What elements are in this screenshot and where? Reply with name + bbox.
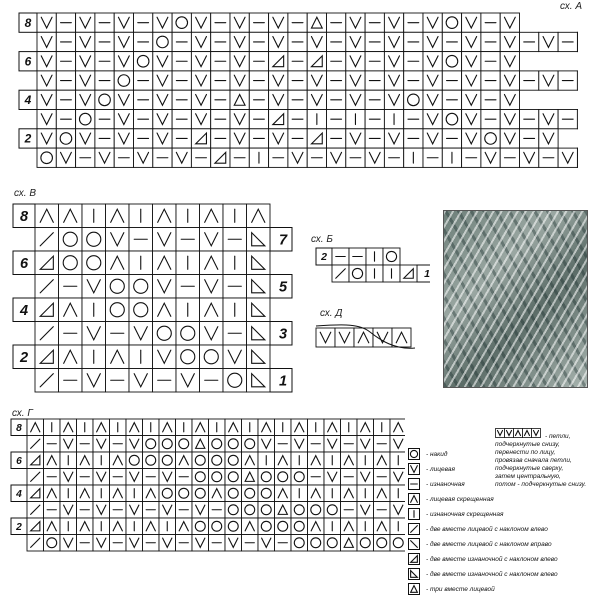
chart-row — [13, 251, 270, 275]
row-number: 4 — [24, 93, 32, 108]
chart-cell — [307, 13, 326, 32]
chart-cell — [316, 328, 335, 347]
row-number: 2 — [321, 251, 327, 264]
chart-cell — [269, 13, 288, 32]
chart-cell — [230, 129, 249, 148]
chart-cell — [59, 298, 83, 322]
chart-cell — [247, 204, 271, 228]
chart-cell — [500, 110, 519, 129]
chart-cell — [106, 275, 130, 299]
row-number: 8 — [19, 208, 29, 225]
chart-cell — [153, 110, 172, 129]
chart-cell — [176, 345, 200, 369]
legend-text: - изнаночная — [426, 480, 465, 488]
chart-cell — [275, 518, 292, 535]
chart-cell — [269, 71, 288, 90]
chart-cell — [423, 52, 442, 71]
legend-item — [408, 493, 494, 505]
chart-cell — [500, 52, 519, 71]
legend-note-line: подчеркнутые снизу, — [495, 441, 560, 448]
chart-cell — [346, 32, 365, 51]
chart-cell — [230, 110, 249, 129]
row-number: 4 — [16, 488, 22, 500]
chart-cell — [392, 328, 411, 347]
chart-cell — [106, 298, 130, 322]
chart-cell — [59, 228, 83, 252]
chart-cell — [153, 13, 172, 32]
chart-cell — [481, 129, 500, 148]
legend-text: - две вместе лицевой с наклоном влево — [426, 525, 548, 533]
chart-cell — [307, 90, 326, 109]
row-number: 6 — [16, 455, 22, 467]
chart-cell — [291, 469, 308, 486]
chart-row — [37, 32, 578, 51]
chart-cell — [324, 535, 341, 552]
chart-cell — [384, 71, 403, 90]
chart-cell — [307, 32, 326, 51]
chart-cell — [308, 502, 325, 519]
legend-text: - две вместе изнаночной с наклоном влево — [426, 555, 558, 563]
row-number: 2 — [24, 131, 32, 146]
legend-item — [408, 448, 447, 460]
chart-cell — [200, 275, 224, 299]
chart-d-label: сх. Д — [320, 308, 343, 319]
chart-cell — [383, 248, 400, 265]
chart-cell — [346, 71, 365, 90]
legend-item — [408, 523, 548, 535]
chart-a-grid — [18, 12, 578, 182]
chart-cell — [82, 228, 106, 252]
chart-cell — [76, 52, 95, 71]
chart-cell — [242, 485, 259, 502]
chart-cell — [500, 13, 519, 32]
chart-cell — [153, 204, 177, 228]
chart-cell — [225, 436, 242, 453]
chart-cell — [153, 345, 177, 369]
chart-cell — [82, 369, 106, 393]
p2tog-right-icon — [408, 568, 420, 580]
chart-cell — [129, 275, 153, 299]
row-number: 6 — [19, 255, 29, 272]
chart-cell — [307, 71, 326, 90]
row-number: 6 — [24, 54, 32, 69]
legend-text: - три вместе лицевой — [426, 585, 495, 593]
chart-cell — [76, 71, 95, 90]
chart-cell — [374, 535, 391, 552]
chart-cell — [56, 129, 75, 148]
chart-cell — [242, 502, 259, 519]
chart-cell — [357, 535, 374, 552]
chart-row — [19, 129, 558, 148]
chart-cell — [346, 90, 365, 109]
legend-note — [495, 425, 604, 489]
chart-cell — [191, 32, 210, 51]
legend-note-line: затем центральную, — [495, 473, 561, 480]
chart-cell — [59, 345, 83, 369]
chart-cell — [76, 13, 95, 32]
legend-note-line: провязав сначала петли, — [495, 457, 572, 464]
chart-cell — [134, 52, 153, 71]
chart-cell — [153, 52, 172, 71]
chart-cell — [225, 518, 242, 535]
chart-cell — [291, 502, 308, 519]
knitted-sample-photo — [443, 210, 588, 388]
chart-cell — [269, 90, 288, 109]
chart-cell — [114, 13, 133, 32]
chart-cell — [143, 452, 160, 469]
chart-cell — [384, 90, 403, 109]
chart-cell — [500, 90, 519, 109]
chart-cell — [384, 129, 403, 148]
chart-cell — [37, 110, 56, 129]
legend-note-line: перенести по лицу, — [495, 449, 556, 456]
legend-item — [408, 463, 455, 475]
chart-cell — [384, 52, 403, 71]
chart-cell — [384, 13, 403, 32]
chart-cell — [37, 90, 56, 109]
chart-cell — [153, 322, 177, 346]
chart-cell — [390, 452, 405, 469]
chart-row — [13, 345, 270, 369]
chart-cell — [225, 502, 242, 519]
chart-row — [37, 71, 578, 90]
chart-row — [19, 52, 520, 71]
p2tog-left-icon — [408, 553, 420, 565]
chart-cell — [291, 518, 308, 535]
legend-text: - накид — [426, 450, 448, 458]
chart-cell — [462, 52, 481, 71]
chart-row — [13, 298, 270, 322]
chart-cell — [200, 204, 224, 228]
chart-cell — [35, 204, 59, 228]
chart-cell — [129, 322, 153, 346]
chart-cell — [423, 90, 442, 109]
chart-cell — [191, 13, 210, 32]
chart-b-label: сх. Б — [311, 234, 333, 245]
chart-row — [35, 322, 292, 346]
chart-cell — [258, 502, 275, 519]
chart-cell — [37, 148, 56, 167]
chart-cell — [423, 110, 442, 129]
row-number: 2 — [19, 349, 29, 366]
chart-cell — [153, 275, 177, 299]
chart-a-label: сх. А — [560, 1, 583, 12]
row-number: 4 — [19, 302, 29, 319]
chart-cell — [423, 32, 442, 51]
chart-cell — [172, 13, 191, 32]
legend-note-line: потом - подчеркнутые снизу. — [495, 481, 587, 488]
chart-cell — [134, 148, 153, 167]
chart-row — [27, 469, 405, 486]
chart-cell — [200, 298, 224, 322]
chart-cell — [191, 90, 210, 109]
chart-cell — [114, 71, 133, 90]
chart-cell — [462, 13, 481, 32]
chart-cell — [423, 129, 442, 148]
chart-cell — [223, 345, 247, 369]
chart-cell — [44, 535, 61, 552]
chart-cell — [114, 52, 133, 71]
chart-cell — [114, 32, 133, 51]
chart-cell — [230, 32, 249, 51]
chart-cell — [209, 452, 226, 469]
chart-cell — [423, 13, 442, 32]
chart-row — [27, 436, 405, 453]
chart-cell — [346, 13, 365, 32]
row-number: 8 — [16, 422, 22, 434]
chart-cell — [230, 90, 249, 109]
chart-cell — [176, 322, 200, 346]
chart-cell — [176, 485, 193, 502]
chart-cell — [106, 204, 130, 228]
legend — [405, 420, 604, 593]
chart-cell — [269, 129, 288, 148]
chart-cell — [126, 452, 143, 469]
yarn-over-icon — [408, 448, 420, 460]
chart-cell — [129, 298, 153, 322]
chart-cell — [462, 110, 481, 129]
chart-cell — [365, 148, 384, 167]
chart-cell — [172, 148, 191, 167]
chart-g-label: сх. Г — [12, 408, 33, 419]
chart-cell — [258, 485, 275, 502]
chart-cell — [176, 436, 193, 453]
chart-cell — [192, 452, 209, 469]
chart-cell — [159, 436, 176, 453]
legend-text: - изнаночная скрещенная — [426, 510, 504, 518]
chart-cell — [192, 485, 209, 502]
legend-item — [408, 478, 465, 490]
chart-cell — [153, 298, 177, 322]
chart-cell — [106, 228, 130, 252]
chart-cell — [82, 251, 106, 275]
chart-cell — [258, 518, 275, 535]
chart-cell — [269, 32, 288, 51]
chart-cell — [390, 518, 405, 535]
chart-row — [11, 419, 405, 436]
chart-row — [35, 228, 292, 252]
chart-cell — [346, 129, 365, 148]
chart-cell — [442, 52, 461, 71]
chart-cell — [324, 502, 341, 519]
legend-text: - две вместе изнаночной с наклоном влево — [426, 570, 558, 578]
chart-cell — [308, 535, 325, 552]
legend-item — [408, 538, 552, 550]
chart-cell — [153, 90, 172, 109]
chart-cell — [153, 71, 172, 90]
chart-row — [316, 248, 400, 265]
chart-cell — [191, 71, 210, 90]
legend-note-text — [495, 433, 604, 489]
chart-cell — [258, 469, 275, 486]
legend-item — [408, 508, 503, 520]
row-number: 5 — [278, 279, 288, 296]
purl-stitch-icon — [408, 478, 420, 490]
chart-cell — [59, 251, 83, 275]
chart-row — [37, 148, 578, 167]
chart-cell — [423, 71, 442, 90]
row-number: 1 — [424, 268, 430, 281]
knit-stitch-icon — [408, 463, 420, 475]
chart-cell — [209, 518, 226, 535]
chart-cell — [462, 71, 481, 90]
row-number: 1 — [278, 373, 288, 390]
chart-cell — [390, 502, 405, 519]
chart-cell — [230, 71, 249, 90]
chart-row — [332, 265, 430, 282]
legend-text: - лицевая — [426, 465, 455, 473]
chart-cell — [230, 13, 249, 32]
chart-cell — [520, 148, 539, 167]
chart-cell — [462, 32, 481, 51]
chart-cell — [200, 322, 224, 346]
chart-cell — [106, 251, 130, 275]
chart-cell — [462, 129, 481, 148]
chart-cell — [209, 469, 226, 486]
chart-row — [35, 369, 292, 393]
chart-cell — [82, 322, 106, 346]
legend-note-cells — [495, 428, 545, 438]
chart-cell — [106, 345, 130, 369]
chart-cell — [200, 345, 224, 369]
chart-cell — [114, 110, 133, 129]
chart-cell — [159, 452, 176, 469]
chart-cell — [37, 13, 56, 32]
chart-cell — [192, 518, 209, 535]
chart-cell — [200, 228, 224, 252]
chart-cell — [384, 32, 403, 51]
row-number: 8 — [24, 15, 32, 30]
chart-cell — [153, 32, 172, 51]
chart-cell — [442, 110, 461, 129]
chart-cell — [225, 485, 242, 502]
chart-d-grid — [315, 320, 435, 350]
chart-v-label: сх. В — [14, 188, 37, 199]
chart-cell — [192, 469, 209, 486]
legend-text: - две вместе лицевой с наклоном вправо — [426, 540, 552, 548]
chart-cell — [191, 52, 210, 71]
chart-cell — [481, 148, 500, 167]
chart-cell — [129, 369, 153, 393]
chart-cell — [37, 32, 56, 51]
legend-text: - лицевая скрещенная — [426, 495, 494, 503]
chart-cell — [56, 148, 75, 167]
chart-cell — [462, 90, 481, 109]
chart-cell — [442, 13, 461, 32]
legend-note-line: подчеркнутые сверху, — [495, 465, 564, 472]
chart-cell — [95, 148, 114, 167]
chart-cell — [500, 129, 519, 148]
chart-cell — [577, 110, 578, 129]
chart-row — [11, 518, 405, 535]
legend-item — [408, 553, 558, 565]
chart-v-grid — [12, 203, 302, 399]
chart-g-grid — [10, 418, 405, 583]
chart-cell — [209, 436, 226, 453]
chart-cell — [390, 419, 405, 436]
chart-cell — [59, 204, 83, 228]
chart-row — [11, 452, 405, 469]
chart-cell — [82, 275, 106, 299]
chart-b-grid — [315, 247, 430, 287]
chart-cell — [225, 469, 242, 486]
chart-cell — [95, 90, 114, 109]
chart-cell — [153, 251, 177, 275]
chart-cell — [159, 485, 176, 502]
chart-cell — [335, 328, 354, 347]
chart-cell — [76, 90, 95, 109]
chart-cell — [539, 32, 558, 51]
chart-cell — [558, 148, 577, 167]
chart-cell — [354, 328, 373, 347]
chart-cell — [500, 32, 519, 51]
chart-cell — [153, 228, 177, 252]
chart-cell — [223, 369, 247, 393]
legend-note-line: - петли, — [545, 433, 571, 440]
row-number: 7 — [278, 232, 288, 249]
chart-cell — [200, 251, 224, 275]
chart-cell — [327, 148, 346, 167]
chart-cell — [500, 71, 519, 90]
chart-cell — [114, 90, 133, 109]
chart-cell — [390, 469, 405, 486]
chart-cell — [242, 436, 259, 453]
chart-cell — [539, 110, 558, 129]
chart-cell — [76, 110, 95, 129]
chart-cell — [577, 71, 578, 90]
twisted-purl-icon — [408, 508, 420, 520]
chart-cell — [153, 129, 172, 148]
legend-item — [408, 568, 558, 580]
k2tog-right-icon — [408, 538, 420, 550]
chart-cell — [191, 110, 210, 129]
chart-cell — [539, 71, 558, 90]
chart-cell — [176, 369, 200, 393]
chart-cell — [539, 129, 558, 148]
twisted-knit-icon — [408, 493, 420, 505]
chart-row — [27, 502, 405, 519]
k2tog-left-icon — [408, 523, 420, 535]
chart-cell — [143, 436, 160, 453]
chart-cell — [37, 71, 56, 90]
row-number: 3 — [278, 326, 288, 343]
chart-row — [27, 535, 405, 552]
chart-row — [35, 275, 292, 299]
chart-cell — [37, 52, 56, 71]
chart-cell — [114, 129, 133, 148]
chart-cell — [76, 129, 95, 148]
chart-row — [13, 204, 270, 228]
row-number: 2 — [16, 521, 22, 533]
chart-row — [19, 90, 520, 109]
chart-cell — [390, 485, 405, 502]
chart-cell — [288, 148, 307, 167]
chart-cell — [346, 52, 365, 71]
chart-cell — [76, 32, 95, 51]
chart-cell — [275, 469, 292, 486]
chart-cell — [349, 265, 366, 282]
chart-row — [37, 110, 578, 129]
chart-cell — [390, 436, 405, 453]
chart-row — [11, 485, 405, 502]
chart-row — [19, 13, 520, 32]
chart-cell — [291, 535, 308, 552]
chart-cell — [404, 90, 423, 109]
chart-cell — [37, 129, 56, 148]
chart-cell — [225, 452, 242, 469]
chart-cell — [230, 52, 249, 71]
